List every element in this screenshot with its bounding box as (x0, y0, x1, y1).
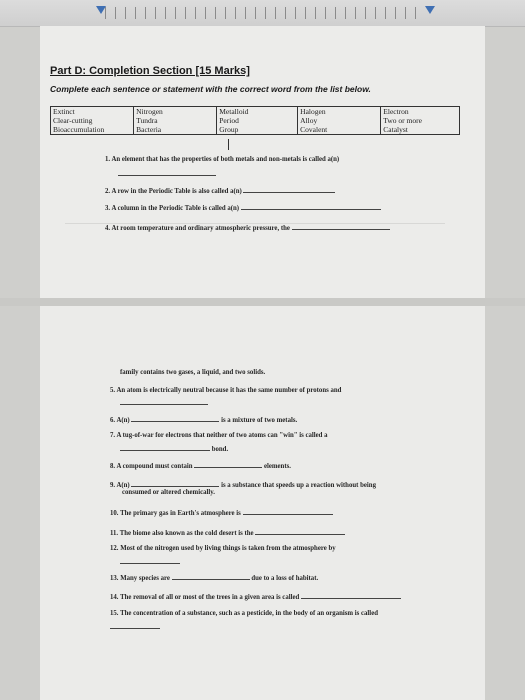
question-text: is a substance that speeds up a reaction without being (221, 482, 376, 489)
word-bank-term: Bacteria (136, 125, 162, 134)
word-bank-column (134, 107, 217, 135)
question-15-answer (110, 621, 160, 631)
answer-blank[interactable] (118, 168, 216, 176)
question-9 (110, 479, 376, 489)
answer-blank[interactable] (243, 507, 333, 515)
question-15 (110, 610, 378, 617)
answer-blank[interactable] (120, 397, 208, 405)
question-text: A tug-of-war for electrons that neither of two atoms can "win" is called a (116, 432, 328, 439)
question-8 (110, 460, 291, 470)
word-bank-term: Catalyst (383, 125, 408, 134)
question-number: 13. (110, 575, 119, 582)
question-number: 14. (110, 594, 119, 601)
instructions: Complete each sentence or statement with the correct word from the list below. (50, 84, 371, 94)
word-bank-column (381, 107, 460, 135)
word-bank-term: Alloy (300, 116, 318, 125)
question-12 (110, 545, 336, 552)
question-number: 2. (105, 188, 111, 195)
question-11 (110, 527, 345, 537)
answer-blank[interactable] (110, 621, 160, 629)
question-text: A column in the Periodic Table is called a(n) (111, 205, 240, 212)
question-5 (110, 387, 341, 394)
word-bank-table (50, 106, 460, 135)
answer-blank[interactable] (131, 414, 219, 422)
answer-blank[interactable] (301, 591, 401, 599)
answer-blank[interactable] (120, 556, 180, 564)
question-text: A(n) (116, 417, 130, 424)
question-number: 8. (110, 463, 116, 470)
answer-blank[interactable] (131, 479, 219, 487)
word-bank-term: Tundra (136, 116, 158, 125)
word-bank-term: Bioaccumulation (53, 125, 105, 134)
word-bank-term: Group (219, 125, 239, 134)
question-text: consumed or altered chemically. (122, 489, 216, 496)
answer-blank[interactable] (243, 185, 335, 193)
question-text: A(n) (116, 482, 130, 489)
document-page-2 (40, 306, 485, 700)
question-text: bond. (211, 446, 229, 453)
question-5-answer (120, 397, 208, 407)
question-text: A row in the Periodic Table is also called a(n) (111, 188, 242, 195)
question-text: An atom is electrically neutral because it has the same number of protons and (116, 387, 342, 394)
word-bank-term: Two or more (383, 116, 422, 125)
question-text: is a mixture of two metals. (221, 417, 298, 424)
word-bank-term: Metalloid (219, 107, 249, 116)
answer-blank[interactable] (241, 202, 381, 210)
left-indent-marker[interactable] (96, 6, 106, 14)
question-text: elements. (263, 463, 291, 470)
question-4 (105, 222, 390, 232)
question-10 (110, 507, 333, 517)
word-bank-term: Covalent (300, 125, 328, 134)
question-text: The biome also known as the cold desert is the (119, 530, 254, 537)
word-bank-column (298, 107, 381, 135)
question-number: 7. (110, 432, 116, 439)
ruler-ticks (105, 7, 425, 19)
question-14 (110, 591, 401, 601)
question-number: 1. (105, 156, 111, 163)
question-4-continued (120, 369, 265, 376)
question-13 (110, 572, 318, 582)
question-text: family contains two gases, a liquid, and two solids. (120, 369, 266, 376)
question-text: The removal of all or most of the trees in a given area is called (120, 594, 300, 601)
question-number: 9. (110, 482, 116, 489)
question-number: 15. (110, 610, 119, 617)
section-title: Part D: Completion Section [15 Marks] (50, 65, 250, 77)
question-text: The concentration of a substance, such as a pesticide, in the body of an organism is called (120, 610, 378, 617)
question-number: 4. (105, 225, 111, 232)
question-2 (105, 185, 335, 195)
answer-blank[interactable] (120, 443, 210, 451)
question-12-answer (120, 556, 180, 566)
question-text: An element that has the properties of both metals and non-metals is called a(n) (111, 156, 340, 163)
answer-blank[interactable] (172, 572, 250, 580)
word-bank-term: Nitrogen (136, 107, 163, 116)
question-number: 6. (110, 417, 116, 424)
question-text: At room temperature and ordinary atmospheric pressure, the (111, 225, 290, 232)
question-number: 5. (110, 387, 116, 394)
answer-blank[interactable] (255, 527, 345, 535)
question-7-answer (120, 443, 228, 453)
question-1 (105, 156, 339, 163)
text-cursor (228, 139, 229, 150)
word-bank-column (217, 107, 298, 135)
question-6 (110, 414, 297, 424)
question-number: 10. (110, 510, 119, 517)
word-bank-term: Clear-cutting (53, 116, 93, 125)
word-bank-term: Halogen (300, 107, 326, 116)
question-number: 11. (110, 530, 119, 537)
question-9-continued (122, 489, 215, 496)
word-bank-term: Extinct (53, 107, 75, 116)
word-bank-term: Period (219, 116, 239, 125)
question-text: The primary gas in Earth's atmosphere is (120, 510, 241, 517)
question-7 (110, 432, 328, 439)
word-bank-term: Electron (383, 107, 409, 116)
question-1-answer (118, 168, 216, 178)
answer-blank[interactable] (194, 460, 262, 468)
right-indent-marker[interactable] (425, 6, 435, 14)
page-break (0, 298, 525, 306)
question-3 (105, 202, 381, 212)
question-number: 12. (110, 545, 119, 552)
question-text: due to a loss of habitat. (251, 575, 319, 582)
question-text: Most of the nitrogen used by living things is taken from the atmosphere by (120, 545, 336, 552)
question-text: Many species are (120, 575, 170, 582)
question-number: 3. (105, 205, 111, 212)
word-bank-column (51, 107, 134, 135)
question-text: A compound must contain (116, 463, 193, 470)
document-ruler[interactable] (0, 0, 525, 27)
answer-blank[interactable] (292, 222, 390, 230)
